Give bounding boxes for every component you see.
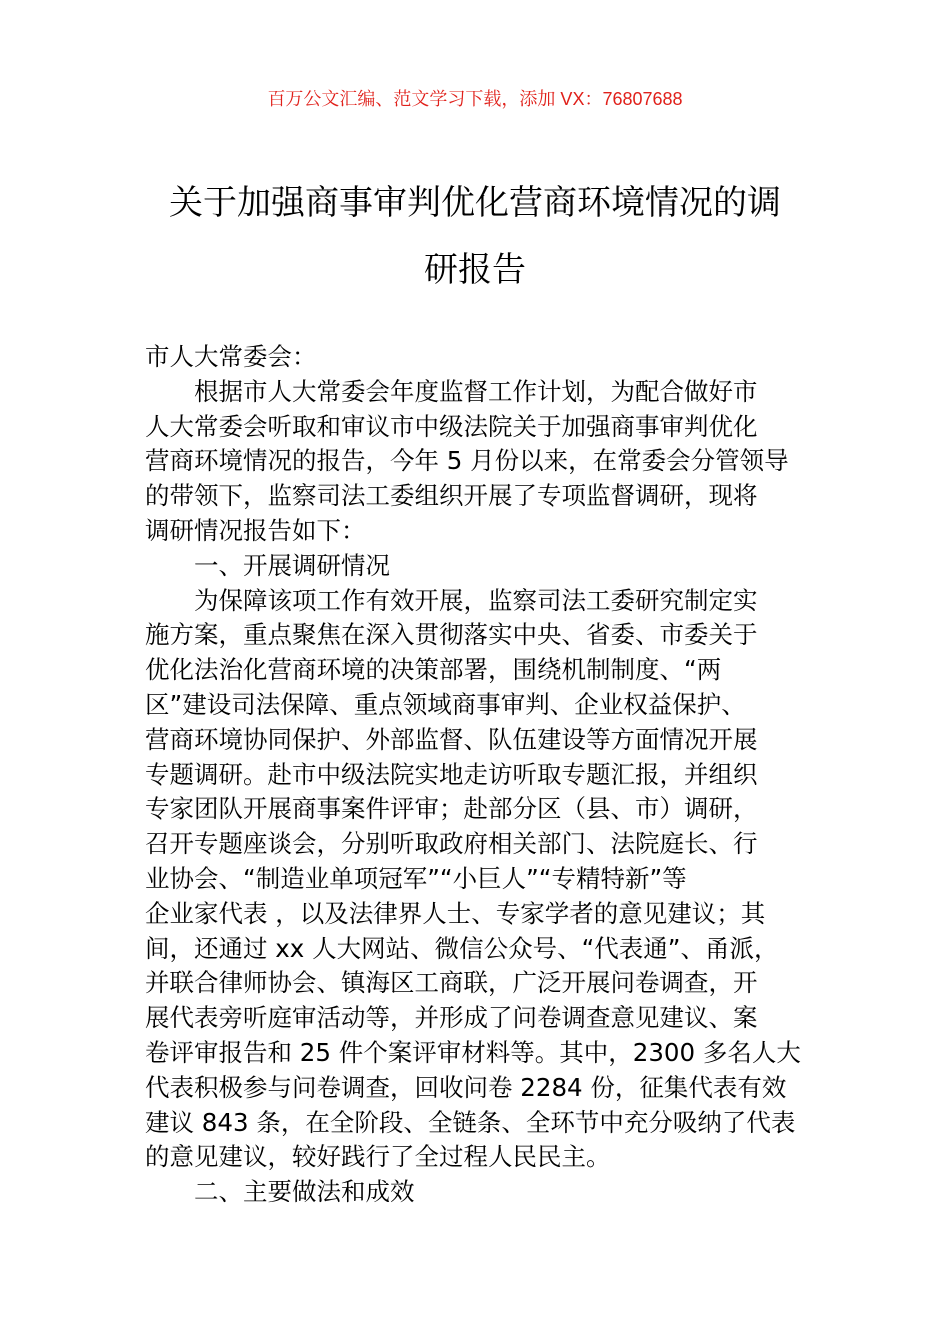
- body-text-line: 展代表旁听庭审活动等，并形成了问卷调查意见建议、案: [145, 1003, 758, 1033]
- body-text-line: 并联合律师协会、镇海区工商联，广泛开展问卷调查，开: [145, 968, 758, 998]
- body-text-line: 一、开展调研情况: [194, 550, 390, 580]
- body-text-line: 营商环境协同保护、外部监督、队伍建设等方面情况开展: [145, 724, 758, 754]
- body-text-line: 二、主要做法和成效: [194, 1177, 415, 1207]
- body-text-line: 市人大常委会：: [145, 342, 317, 371]
- body-text-line: 专家团队开展商事案件评审；赴部分区（县、市）调研，: [145, 794, 758, 824]
- body-text-line: 企业家代表 ，以及法律界人士、专家学者的意见建议；其: [145, 898, 766, 928]
- document-title-line-2: 研报告: [424, 250, 526, 290]
- body-text-line: 卷评审报告和 25 件个案评审材料等。其中，2300 多名人大: [145, 1037, 801, 1067]
- body-text-line: 营商环境情况的报告，今年 5 月份以来，在常委会分管领导: [145, 446, 789, 476]
- body-text-line: 建议 843 条，在全阶段、全链条、全环节中充分吸纳了代表: [145, 1107, 796, 1137]
- document-body: [145, 340, 845, 1210]
- body-text-line: 的带领下，监察司法工委组织开展了专项监督调研，现将: [145, 481, 758, 511]
- document-title-line-1: 关于加强商事审判优化营商环境情况的调: [169, 183, 781, 223]
- body-text-line: 召开专题座谈会，分别听取政府相关部门、法院庭长、行: [145, 829, 758, 859]
- body-text-line: 间，还通过 xx 人大网站、微信公众号、“代表通”、甬派，: [145, 933, 779, 963]
- body-text-line: 为保障该项工作有效开展，监察司法工委研究制定实: [194, 585, 758, 615]
- watermark-header: 百万公文汇编、范文学习下载，添加 VX：76807688: [267, 89, 683, 109]
- body-text-line: 施方案，重点聚焦在深入贯彻落实中央、省委、市委关于: [145, 620, 758, 650]
- body-text-line: 的意见建议，较好践行了全过程人民民主。: [145, 1142, 611, 1172]
- body-text-line: 调研情况报告如下：: [145, 515, 366, 545]
- body-text-line: 代表积极参与问卷调查，回收问卷 2284 份，征集代表有效: [145, 1072, 787, 1102]
- body-text-line: 业协会、“制造业单项冠军”“小巨人”“专精特新”等: [145, 863, 687, 893]
- body-text-line: 优化法治化营商环境的决策部署，围绕机制制度、“两: [145, 655, 722, 685]
- body-text-line: 根据市人大常委会年度监督工作计划，为配合做好市: [194, 376, 758, 406]
- body-text-line: 区”建设司法保障、重点领域商事审判、企业权益保护、: [145, 689, 746, 719]
- body-text-line: 人大常委会听取和审议市中级法院关于加强商事审判优化: [145, 411, 758, 441]
- body-text-line: 专题调研。赴市中级法院实地走访听取专题汇报，并组织: [145, 759, 758, 789]
